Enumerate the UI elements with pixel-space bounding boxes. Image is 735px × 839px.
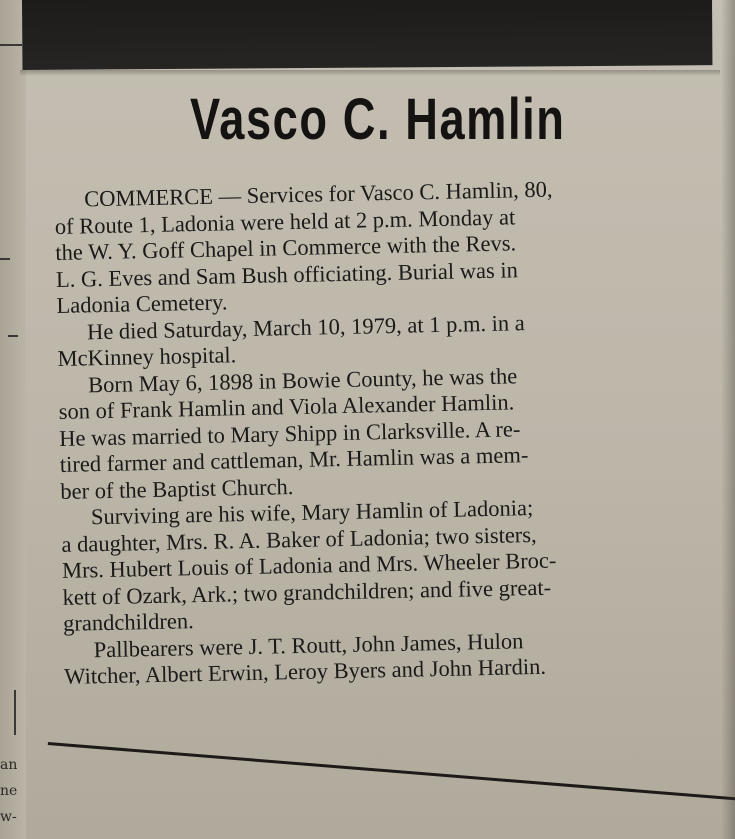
column-rule xyxy=(8,335,18,337)
obituary-headline: Vasco C. Hamlin xyxy=(190,87,566,152)
text-line: He was married to Mary Shipp in Clarksville. A re- xyxy=(58,415,521,451)
fragment-line: an xyxy=(0,757,18,773)
text-line: COMMERCE — Services for Vasco C. Hamlin, 80, xyxy=(83,176,553,212)
text-line: Surviving are his wife, Mary Hamlin of Ladonia; xyxy=(90,495,534,530)
survivors-paragraph xyxy=(61,492,704,638)
services-paragraph xyxy=(54,174,697,320)
text-line: tired farmer and cattleman, Mr. Hamlin was a mem- xyxy=(59,442,529,477)
column-rule xyxy=(0,44,22,46)
text-line: kett of Ozark, Ark.; two grandchildren; and five great- xyxy=(62,574,552,610)
bottom-rule xyxy=(48,742,735,800)
text-line: Pallbearers were J. T. Routt, John James, Hulon xyxy=(93,627,524,662)
fragment-line: ne xyxy=(0,783,18,799)
column-rule xyxy=(0,258,10,260)
header-bar-shadow xyxy=(20,70,720,76)
text-line: son of Frank Hamlin and Viola Alexander Hamlin. xyxy=(58,389,515,424)
text-line: of Route 1, Ladonia were held at 2 p.m. Monday at xyxy=(54,203,516,239)
page-edge-shadow xyxy=(721,0,735,839)
text-line: L. G. Eves and Sam Bush officiating. Burial was in xyxy=(55,256,519,292)
header-black-bar xyxy=(22,0,712,70)
text-line: Mrs. Hubert Louis of Ladonia and Mrs. Wheeler Broc- xyxy=(61,547,557,583)
text-line: the W. Y. Goff Chapel in Commerce with the Revs. xyxy=(55,230,517,265)
text-line: grandchildren. xyxy=(62,608,194,636)
obituary-body xyxy=(54,174,704,691)
text-line: He died Saturday, March 10, 1979, at 1 p.m. in a xyxy=(86,309,526,344)
text-line: McKinney hospital. xyxy=(57,342,237,371)
text-line: Born May 6, 1898 in Bowie County, he was the xyxy=(87,362,518,397)
fragment-line: w- xyxy=(0,809,17,825)
text-line: Witcher, Albert Erwin, Leroy Byers and John Hardin. xyxy=(63,653,547,689)
obituary-clipping xyxy=(20,0,735,839)
column-divider xyxy=(14,690,16,735)
text-line: a daughter, Mrs. R. A. Baker of Ladonia; two sisters, xyxy=(61,521,537,557)
birth-paragraph xyxy=(58,359,701,505)
text-line: Ladonia Cemetery. xyxy=(56,289,228,318)
text-line: ber of the Baptist Church. xyxy=(60,473,294,504)
